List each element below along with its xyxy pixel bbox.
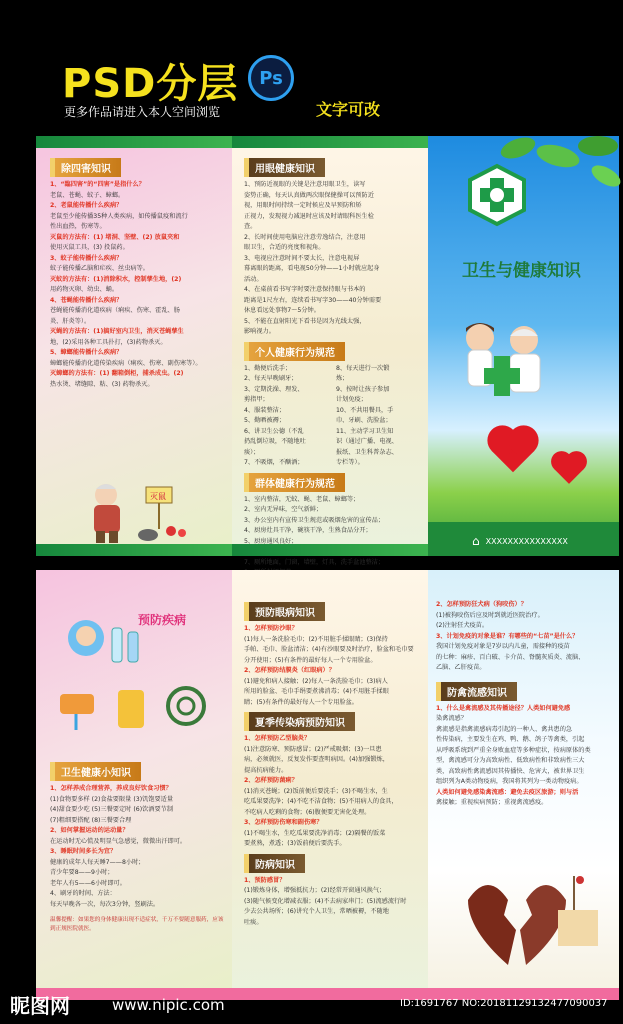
panel-eye-health: [232, 136, 428, 566]
text-line: (7)粗细要搭配 (8)三餐要合理: [50, 816, 132, 824]
text-line: 3、怎样预防伤寒和副伤寒？: [244, 819, 323, 826]
text-line: (3)随气候变化增减衣服；(4)不去病家串门；(5)流感流行时: [244, 897, 407, 905]
text-line: 3、办公室内有宣传卫生规范或吸烟危害的宣传品；: [244, 516, 385, 524]
image-id: ID:1691767 NO:20181129132477090037: [400, 998, 608, 1009]
text-line: 提高抗病能力。: [244, 766, 288, 774]
cover-footer: [472, 534, 568, 548]
header-title: PSD分层: [62, 61, 239, 107]
text-line: 苍蝇能传播消化道疾病（痢疾、伤寒、霍乱、肠: [50, 307, 180, 314]
text-line: 灭蚊的方法有：(1)消除积水，控制孳生地，(2): [50, 275, 182, 283]
text-line: 从呼吸系统到严重全身败血症等多种症状，按病原体的类: [436, 746, 591, 754]
header-subtitle: 更多作品请进入本人空间浏览: [64, 105, 221, 119]
text-line: 3、蚊子能传播什么疾病？: [50, 254, 123, 262]
old-man-illustration: [76, 481, 196, 543]
text-line: 4、厨房灶具干净，碗筷干净，生熟食品分开；: [244, 527, 372, 534]
text-line: 禽流感是指禽流感病毒引起的一种人、禽共患的急: [436, 725, 573, 733]
text-line: 炎、肝炎等）。: [50, 317, 91, 325]
banner-text: 预防疾病: [138, 613, 187, 627]
pest-text: [50, 180, 225, 390]
panel-cover: [428, 136, 619, 556]
text-line: 蟑螂能传播消化道传染疾病（痢疾、伤寒、副伤寒等）。: [50, 359, 202, 367]
text-line: 的七种：麻疹、百白破、卡介苗、脊髓灰质炎、流脑、: [436, 653, 585, 661]
text-line: 少去公共场所；(6)讲究个人卫生，常晒被褥，不随地: [244, 908, 389, 915]
text-line: 影响视力。: [244, 328, 275, 335]
text-line: 2、怎样预防结膜炎（红眼病）？: [244, 667, 335, 674]
text-line: 灭蝇的方法有：(1)搞好室内卫生，消灭苍蝇孳生: [50, 328, 184, 335]
text-line: 病，必须就医，反复发作要查明病因。(4)加强锻炼，: [244, 756, 389, 763]
text-line: 专栏等）。: [336, 459, 364, 466]
text-line: 3、计划免疫的对象是谁？有哪些的“七苗”是什么？: [436, 632, 579, 640]
text-line: 睛；(5)有条件的最好每人一个专用脸盆。: [244, 698, 358, 706]
panel-avian-flu: [428, 570, 619, 1000]
text-line: 青少年要8——9小时；: [50, 869, 114, 876]
medical-cross-logo: [466, 164, 528, 226]
disease-prevention-illustration: [46, 598, 226, 748]
text-line: 1、室内整洁，无蚊、蝇、老鼠、蟑螂等；: [244, 495, 360, 503]
site-logo: 昵图网: [10, 994, 70, 1018]
text-line: (2)注射狂犬疫苗。: [436, 622, 489, 629]
heart-icon: [554, 454, 584, 484]
text-line: 10、不共用餐具，手: [336, 406, 394, 414]
text-line: (4)甜食要少吃 (5)三餐要定时 (6)饮酒要节制: [50, 806, 174, 813]
heart-icon: [492, 430, 534, 472]
text-line: 7、不吸烟，不酗酒；: [244, 459, 304, 466]
text-line: 幕离眼的距离，看电视50分钟——1小时就应起身: [244, 265, 380, 272]
broken-heart-illustration: [468, 870, 608, 980]
text-line: 4、服装整洁；: [244, 406, 286, 414]
text-line: 型，禽流感可分为高致病性、低致病性和非致病性三大: [436, 757, 585, 764]
site-url: www.nipic.com: [112, 996, 225, 1014]
text-line: (1)锻炼身体，增强抵抗力；(2)经常开窗通风换气；: [244, 887, 386, 894]
text-line: 使用灭鼠工具，(3) 投鼠药。: [50, 244, 129, 251]
text-line: 5、蟑螂能传播什么疾病？: [50, 349, 123, 356]
text-line: 扔乱倒垃圾，不随地吐: [244, 438, 306, 445]
text-line: 1、预防近视眼的关键是注意用眼卫生，读写: [244, 181, 366, 188]
text-line: 眼卫生，合适的亮度和视角。: [244, 244, 325, 251]
bottom-green-bar: [36, 544, 232, 556]
text-line: 5、不能在直射阳光下看书是因为光线太强，: [244, 317, 366, 325]
section-title: 用眼健康知识: [244, 158, 325, 177]
top-green-bar: [36, 136, 232, 148]
section-title: 夏季传染病预防知识: [244, 712, 355, 731]
panel-health-tips: [36, 570, 232, 1000]
section-title: 群体健康行为规范: [244, 473, 345, 492]
text-line: 2、每天早晚刷牙；: [244, 375, 298, 382]
text-line: (1)消灭苍蝇；(2)饭前便后要洗手；(3)不喝生水，生: [244, 787, 388, 795]
text-line: 3、睡眠时间多长为宜？: [50, 848, 117, 855]
text-line: 巾、牙刷、洗脸盆；: [336, 417, 392, 424]
text-line: 染禽流感？: [436, 715, 467, 722]
house-icon: ⌂: [472, 534, 480, 548]
text-line: 2、老鼠能传播什么疾病？: [50, 202, 123, 209]
text-line: 计划免疫；: [336, 396, 367, 403]
text-line: 要煮熟，煮透；(3)饭前便后要洗手。: [244, 840, 346, 847]
text-line: 灭鼠的方法有：(1) 堵洞、坚壁、(2) 放鼠夹和: [50, 233, 180, 241]
text-line: 1、预防感冒？: [244, 876, 286, 884]
text-line: 7、厕所地面，门窗，墙壁，灯具，洗手盆池整洁；: [244, 558, 385, 566]
eye-disease-text: [244, 624, 422, 708]
sign-text: 灭鼠: [150, 492, 166, 501]
cover-footer-text: XXXXXXXXXXXXXXX: [485, 536, 568, 546]
text-line: 剪指甲；: [244, 396, 269, 403]
text-line: 11、主动学习卫生知: [336, 427, 394, 435]
text-line: 5、厨房通风良好；: [244, 537, 298, 545]
summer-disease-text: [244, 734, 422, 850]
text-line: 4、刷牙的时间、方法：: [50, 890, 116, 897]
text-line: 老鼠、苍蝇、蚊子、蟑螂。: [50, 191, 125, 199]
doctors-illustration: [456, 316, 556, 406]
text-line: 我国计划免疫对象是7岁以内儿童，需接种的疫苗: [436, 643, 570, 650]
panel-disease-prevention: [232, 570, 428, 1000]
text-line: 2、怎样预防狂犬病（狗咬伤）？: [436, 601, 527, 608]
text-line: 不吃病人吃剩的食物；(6)腹便要无害化处理。: [244, 808, 371, 816]
text-line: 3、电视应注意时间不要太长，注意电视屏: [244, 254, 360, 262]
editable-label: 文字可改: [316, 100, 381, 119]
text-line: 距离是1尺左右，连续看书写字30——40分钟需要: [244, 296, 382, 304]
eye-text: [244, 180, 422, 338]
text-line: 休息看远处事物7～5分钟。: [244, 307, 320, 314]
text-line: 9、按时让孩子参加: [336, 385, 390, 393]
brochure-outside: [36, 136, 619, 566]
text-line: 5、勤晒被褥；: [244, 417, 286, 424]
photoshop-icon: Ps: [248, 55, 294, 101]
text-line: (1)不喝生水，生吃瓜果要洗净消毒；(2)隔餐的饭菜: [244, 829, 386, 837]
text-line: 8、每天进行一次锻: [336, 364, 390, 372]
text-line: 组织列为A类动物疫病，我国将其列为一类动物疫病。: [436, 778, 583, 785]
text-line: 活动。: [244, 275, 263, 283]
text-line: 2、如何掌握运动的运动量？: [50, 827, 129, 834]
text-line: 类，高致病性禽流感因其传播快、危害大，被世界卫生: [436, 767, 585, 775]
bottom-pink-bar: [232, 988, 428, 1000]
top-green-bar: [232, 136, 428, 148]
text-line: 6、讲卫生公德（不乱: [244, 427, 304, 435]
text-line: 1、怎样预防乙型脑炎？: [244, 735, 311, 742]
text-line: 热水烫、堵缝隙、粘、(3) 药物杀灭。: [50, 380, 154, 388]
text-line: (1)被狗咬伤后应及时到就近医院治疗。: [436, 611, 544, 619]
text-line: 禽接触；重视疾病预防；重视禽流感疫。: [436, 799, 548, 806]
text-line: 正视力，发现视力减退时应该及时请眼科医生检: [244, 212, 374, 220]
text-line: (1)避免和病人接触；(2)每人一条洗脸毛巾；(3)病人: [244, 677, 388, 685]
text-line: 地，(2)采用各种工具扑打，(3)药物杀灭。: [50, 338, 167, 346]
text-line: 1、怎样预防沙眼？: [244, 625, 298, 632]
text-line: 乙脑、乙肝疫苗。: [436, 664, 486, 671]
text-line: 分开使用；(5)有条件的最好每人一个专用脸盆。: [244, 656, 377, 664]
text-line: 视，用眼时间持续一定时候应及早预防和矫: [244, 202, 362, 209]
section-title: 个人健康行为规范: [244, 342, 345, 361]
text-line: 性传染病，主要发生在鸡、鸭、鹅、鸽子等禽类，引起: [436, 736, 585, 743]
text-line: 性出血热，伤寒等。: [50, 223, 106, 230]
text-line: 2、长时间使用电脑应注意劳逸结合，注意用: [244, 233, 366, 241]
text-line: (1)每人一条洗脸毛巾；(2)不用脏手揉眼睛；(3)保持: [244, 635, 388, 643]
text-line: 4、苍蝇能传播什么疾病？: [50, 296, 123, 304]
health-tips-text: [50, 784, 225, 910]
text-line: 报纸、卫生科普杂志、: [336, 448, 398, 456]
warning-text: 温馨提醒：如果您的身体健康出现不适症状，千万不要随意服药，应该到正规医院就医。: [50, 917, 224, 932]
text-line: 痰）；: [244, 448, 260, 456]
section-title: 防禽流感知识: [436, 682, 517, 701]
text-line: 1、什么是禽流感及其传播途径？人类如何避免感: [436, 704, 571, 712]
text-line: 灭蟑螂的方法有：(1) 翻箱倒柜，捕杀成虫。(2): [50, 370, 184, 377]
text-line: 4、在桌前看书写字时要注意保持眼与书本的: [244, 286, 366, 293]
personal-text-left: [244, 364, 330, 469]
text-line: 所用的脸盆、毛巾手绢要煮沸消毒；(4)不用脏手揉眼: [244, 688, 389, 695]
text-line: 蚊子能传播乙脑和疟疾、丝虫病等。: [50, 265, 149, 272]
rabies-vaccine-text: [436, 600, 614, 674]
text-line: 人类如何避免感染禽流感：避免去疫区旅游；则与活: [436, 788, 579, 796]
text-line: 老年人有5——6小时即可。: [50, 879, 126, 887]
panel-pest-control: [36, 136, 232, 556]
personal-text-right: [336, 364, 422, 469]
text-line: 每天早晚各一次，每次3分钟，竖刷法。: [50, 900, 160, 908]
text-line: 炼；: [336, 375, 349, 382]
text-line: 在运动时无心慌及明显气急感觉，微微出汗即可。: [50, 837, 187, 845]
bottom-green-bar: [232, 544, 428, 556]
prevention-text: [244, 876, 422, 929]
cover-title: 卫生与健康知识: [462, 261, 581, 281]
text-line: 识（通过广播、电视、: [336, 438, 398, 445]
section-title: 除四害知识: [50, 158, 121, 177]
text-line: 老鼠至少能传播35种人类疾病，如传播鼠疫和流行: [50, 212, 188, 220]
text-line: 3、定期洗澡、理发、: [244, 385, 304, 393]
brochure-inside: [36, 570, 619, 1000]
section-title: 预防眼病知识: [244, 602, 325, 621]
text-line: (1)注意防寒、预防感冒；(2)严戒吸烟；(3)一旦患: [244, 745, 382, 753]
text-line: 1、“臨四害”的“四害”是指什么？: [50, 181, 145, 188]
text-line: 2、室内无异味，空气新鲜；: [244, 506, 323, 513]
avian-flu-text: [436, 704, 614, 809]
text-line: (1)食物要多样 (2)食盐要限量 (3)饥饱要适量: [50, 795, 174, 803]
text-line: 查。: [244, 223, 257, 230]
text-line: 吐痰。: [244, 918, 263, 926]
text-line: 手帕、毛巾、脸盆清洁；(4)有沙眼要及时治疗，脸盆和毛巾要: [244, 646, 414, 653]
text-line: 吃瓜果要洗净；(4)不吃不洁食物；(5)不用病人的食具，: [244, 798, 398, 805]
text-line: 1、怎样养成合理营养，养成良好饮食习惯？: [50, 785, 172, 792]
text-line: 健康的成年人每天睡7——8小时；: [50, 858, 145, 866]
text-line: 1、勤便后洗手；: [244, 364, 292, 372]
section-title: 防病知识: [244, 854, 305, 873]
text-line: 2、怎样预防菌痢？: [244, 777, 298, 784]
text-line: 用药物灭卵、幼虫、蛹。: [50, 286, 119, 293]
section-title: 卫生健康小知识: [50, 762, 141, 781]
text-line: 姿势正确，每天认真做两次眼保健操可以预防近: [244, 191, 374, 199]
